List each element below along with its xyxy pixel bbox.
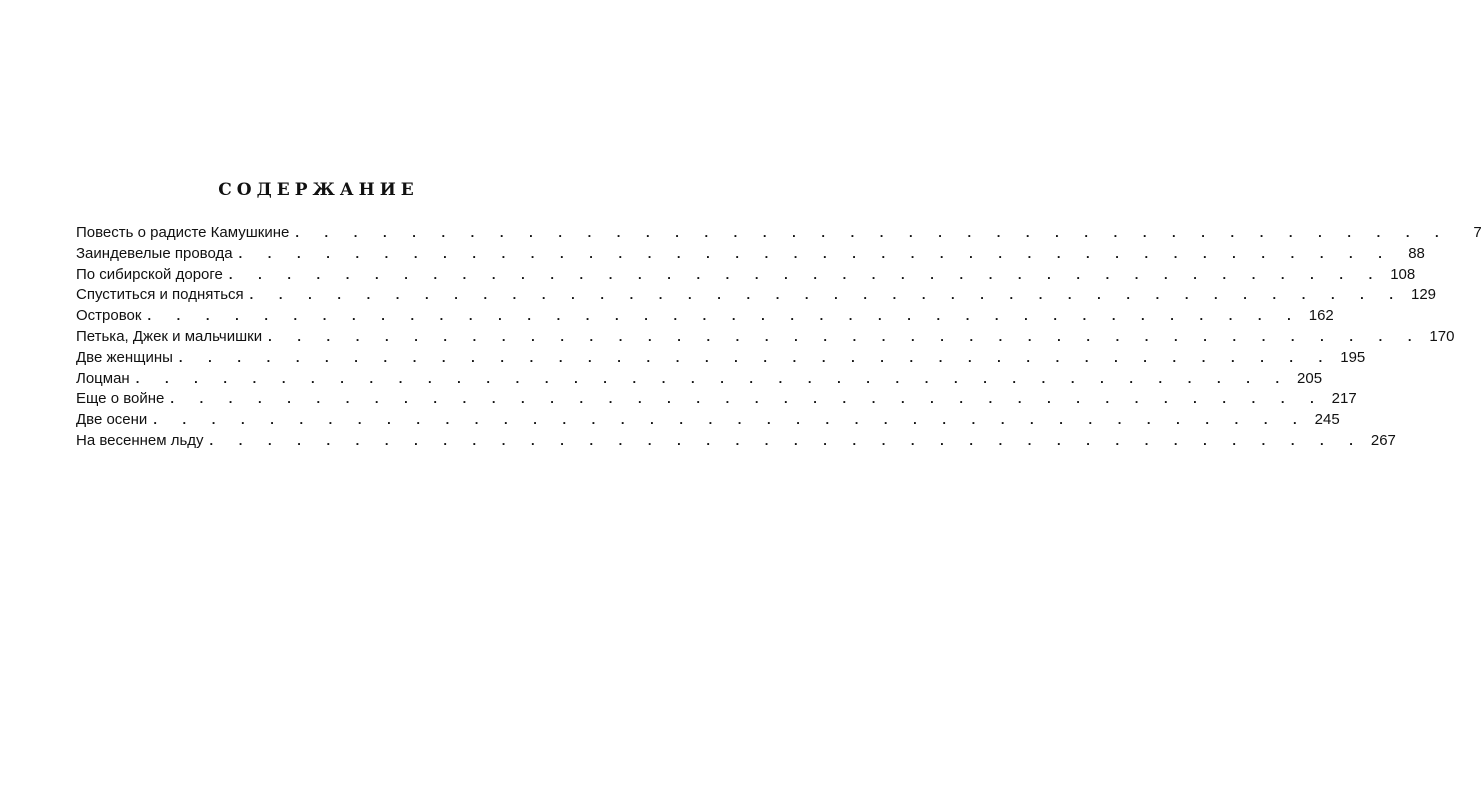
toc-entry-page: 162 [1308, 307, 1334, 325]
dot-leader: . . . . . . . . . . . . . . . . . . . . . . . . . . . . . . . . . . . . . . . . [147, 308, 1302, 324]
toc-entry-title: На весеннем льду [76, 431, 204, 449]
dot-leader: . . . . . . . . . . . . . . . . . . . . . . . . . . . . . . . . . . . . . . . . [249, 287, 1405, 303]
toc-entry [76, 327, 1455, 348]
toc-entry [76, 285, 1437, 306]
toc-entry-title: По сибирской дороге [76, 265, 223, 283]
toc-entry [76, 410, 1340, 431]
table-of-contents [76, 223, 1482, 452]
page-title: СОДЕРЖАНИЕ [218, 180, 419, 200]
toc-entry-title: Две женщины [76, 348, 173, 366]
toc-entry-title: Петька, Джек и мальчишки [76, 327, 263, 345]
toc-entry-page: 88 [1408, 244, 1425, 262]
dot-leader: . . . . . . . . . . . . . . . . . . . . . . . . . . . . . . . . . . . . . . . . [135, 370, 1291, 386]
toc-entry-title: Спуститься и подняться [76, 286, 244, 304]
dot-leader: . . . . . . . . . . . . . . . . . . . . . . . . . . . . . . . . . . . . . . . . [228, 266, 1384, 282]
dot-leader: . . . . . . . . . . . . . . . . . . . . . . . . . . . . . . . . . . . . . . . . [178, 349, 1334, 365]
toc-entry-title: Лоцман [76, 369, 130, 387]
dot-leader: . . . . . . . . . . . . . . . . . . . . . . . . . . . . . . . . . . . . . . . . [209, 432, 1364, 448]
toc-entry-page: 205 [1297, 369, 1323, 387]
toc-entry-page: 267 [1370, 431, 1396, 449]
toc-entry-page: 217 [1331, 390, 1357, 408]
toc-entry-page: 245 [1314, 411, 1340, 429]
toc-entry-title: Две осени [76, 411, 148, 429]
dot-leader: . . . . . . . . . . . . . . . . . . . . . . . . . . . . . . . . . . . . . . . . [153, 412, 1308, 428]
toc-entry-page: 108 [1390, 265, 1416, 283]
toc-entry [76, 389, 1357, 410]
toc-entry [76, 223, 1482, 244]
toc-entry [76, 369, 1323, 390]
toc-entry-title: Повесть о радисте Камушкине [76, 224, 290, 241]
toc-entry-page: 195 [1340, 348, 1366, 366]
toc-entry-page: 7 [1473, 224, 1482, 241]
dot-leader: . . . . . . . . . . . . . . . . . . . . . . . . . . . . . . . . . . . . . . . . [295, 225, 1450, 240]
toc-entry-page: 170 [1429, 327, 1455, 345]
toc-entry [76, 348, 1366, 369]
toc-entry-title: Еще о войне [76, 390, 165, 408]
toc-entry-title: Заиндевелые провода [76, 244, 233, 262]
toc-entry-title: Островок [76, 307, 142, 325]
toc-entry [76, 244, 1425, 265]
toc-entry [76, 265, 1416, 286]
toc-entry [76, 306, 1334, 327]
toc-entry-page: 129 [1410, 286, 1437, 304]
dot-leader: . . . . . . . . . . . . . . . . . . . . . . . . . . . . . . . . . . . . . . . . [238, 245, 1393, 261]
dot-leader: . . . . . . . . . . . . . . . . . . . . . . . . . . . . . . . . . . . . . . . . [170, 391, 1325, 407]
dot-leader: . . . . . . . . . . . . . . . . . . . . . . . . . . . . . . . . . . . . . . . . [268, 328, 1423, 344]
toc-entry [76, 431, 1396, 452]
